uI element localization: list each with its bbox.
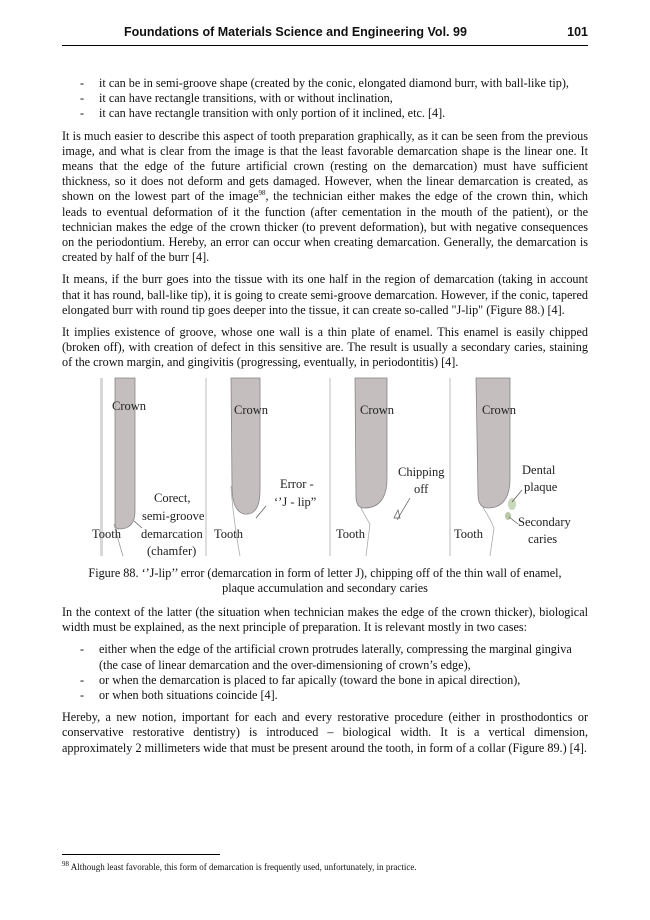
panel-3 bbox=[330, 378, 445, 556]
note-line: ‘’J - lip” bbox=[274, 494, 317, 509]
list-item: - or when both situations coincide [4]. bbox=[62, 688, 588, 703]
figure-88-illustration bbox=[92, 378, 571, 558]
pointer-line bbox=[256, 506, 266, 518]
tooth-label: Tooth bbox=[214, 526, 243, 541]
crown-shape bbox=[355, 378, 387, 508]
list-item: - it can have rectangle transitions, with or without inclination, bbox=[62, 91, 588, 106]
figure-caption bbox=[62, 566, 588, 596]
bullet-list-2 bbox=[62, 642, 588, 703]
panel-2 bbox=[206, 378, 316, 556]
note-line: Corect, bbox=[154, 490, 191, 505]
note-line: Chipping bbox=[398, 464, 445, 479]
plaque-mark bbox=[508, 498, 516, 510]
list-item: - either when the edge of the artificial crown protrudes laterally, compressing the marginal gingiva (the case of linear demarcation and the over-dimensioning of crown’s edge), bbox=[62, 642, 588, 672]
page-number: 101 bbox=[567, 25, 588, 39]
note-line: plaque bbox=[524, 479, 558, 494]
paragraph-5: Hereby, a new notion, important for each and every restorative procedure (either in prosthodontics or conservative restorative dentistry) is introduced – biological width. It is a vertical dimension, approximately 2 millimeters wide that must be present around the tooth, in form of a collar (Figure 89.) [4]. bbox=[62, 710, 588, 755]
crown-shape bbox=[476, 378, 510, 508]
body-text bbox=[62, 76, 588, 763]
panel-1 bbox=[92, 378, 205, 558]
running-header bbox=[0, 25, 588, 43]
paragraph-4: In the context of the latter (the situation when technician makes the edge of the crown thicker), biological width must be explained, as the next principle of preparation. It is relevant mostly in two cases: bbox=[62, 605, 588, 635]
note-line: (chamfer) bbox=[147, 543, 197, 558]
tooth-label: Tooth bbox=[336, 526, 365, 541]
crown-label: Crown bbox=[234, 402, 269, 417]
header-rule bbox=[62, 45, 588, 46]
figure-88 bbox=[62, 378, 588, 556]
pointer-line bbox=[397, 498, 410, 520]
tooth-outline bbox=[482, 506, 494, 556]
note-line: caries bbox=[528, 531, 558, 546]
footnote-text: Although least favorable, this form of demarcation is frequently used, unfortunately, in practice. bbox=[69, 862, 417, 872]
caption-line-1: Figure 88. ‘’J-lip’’ error (demarcation in form of letter J), chipping off of the thin wall of enamel, bbox=[88, 565, 562, 580]
panel-4 bbox=[450, 378, 572, 556]
caption-line-2: plaque accumulation and secondary caries bbox=[222, 580, 428, 595]
tooth-label: Tooth bbox=[92, 526, 121, 541]
journal-title: Foundations of Materials Science and Engineering Vol. 99 bbox=[124, 25, 467, 39]
crown-label: Crown bbox=[112, 398, 147, 413]
tooth-label: Tooth bbox=[454, 526, 483, 541]
paragraph-3: It implies existence of groove, whose one wall is a thin plate of enamel. This enamel is easily chipped (broken off), with creation of defect in this sensitive are. The result is usually a secondary caries, staining of the crown margin, and gingivitis (progressing, eventually, in periodontitis) [4]. bbox=[62, 325, 588, 370]
list-item: - it can be in semi-groove shape (created by the conic, elongated diamond burr, with ball-like tip), bbox=[62, 76, 588, 91]
bullet-list-1 bbox=[62, 76, 588, 122]
pointer-line bbox=[512, 490, 522, 502]
paragraph-2: It means, if the burr goes into the tissue with its one half in the region of demarcation (taking in account that it has round, ball-like tip), it is going to create semi-groove demarcation. However, if the conic, tapered elongated burr with round tip goes deeper into the tissue, it can create so-called "J-lip" (Figure 88.) [4]. bbox=[62, 272, 588, 317]
paragraph-1-text-b: , the technician either makes the edge of the crown thin, which leads to eventual deformation of it the function (after cementation in the mouth of the patient), or the technician makes the edge of the crown thicker (to prevent deformation), but with negative consequences on the periodontium. Hereby, an error can occur when creating demarcation. Generally, the demarcation is created by half of the burr [4]. bbox=[62, 189, 588, 265]
crown-label: Crown bbox=[360, 402, 395, 417]
footnote bbox=[62, 862, 588, 873]
pointer-line bbox=[509, 517, 518, 524]
caries-mark bbox=[505, 512, 511, 520]
note-line: Error - bbox=[280, 476, 314, 491]
note-line: off bbox=[414, 481, 429, 496]
list-item: - or when the demarcation is placed to far apically (toward the bone in apical direction), bbox=[62, 673, 588, 688]
paragraph-1-text-a: It is much easier to describe this aspect of tooth preparation graphically, as it can be seen from the previous image, and what is clear from the image is that the least favorable demarcation shape is the linear one. It means that the edge of the future artificial crown (resting on the demarcation) must have sufficient thickness, so it does not deform and gets damaged. However, when the linear demarcation is created, as shown on the lowest part of the image bbox=[62, 128, 588, 204]
crown-shape bbox=[231, 378, 260, 514]
footnote-number: 98 bbox=[62, 860, 69, 868]
footnote-rule bbox=[62, 854, 220, 855]
note-line: demarcation bbox=[141, 526, 203, 541]
note-line: semi-groove bbox=[142, 508, 205, 523]
paragraph-1 bbox=[62, 129, 588, 266]
note-line: Dental bbox=[522, 462, 556, 477]
list-item: - it can have rectangle transition with only portion of it inclined, etc. [4]. bbox=[62, 106, 588, 121]
crown-label: Crown bbox=[482, 402, 517, 417]
footnote-ref[interactable]: 98 bbox=[258, 189, 266, 198]
note-line: Secondary bbox=[518, 514, 571, 529]
